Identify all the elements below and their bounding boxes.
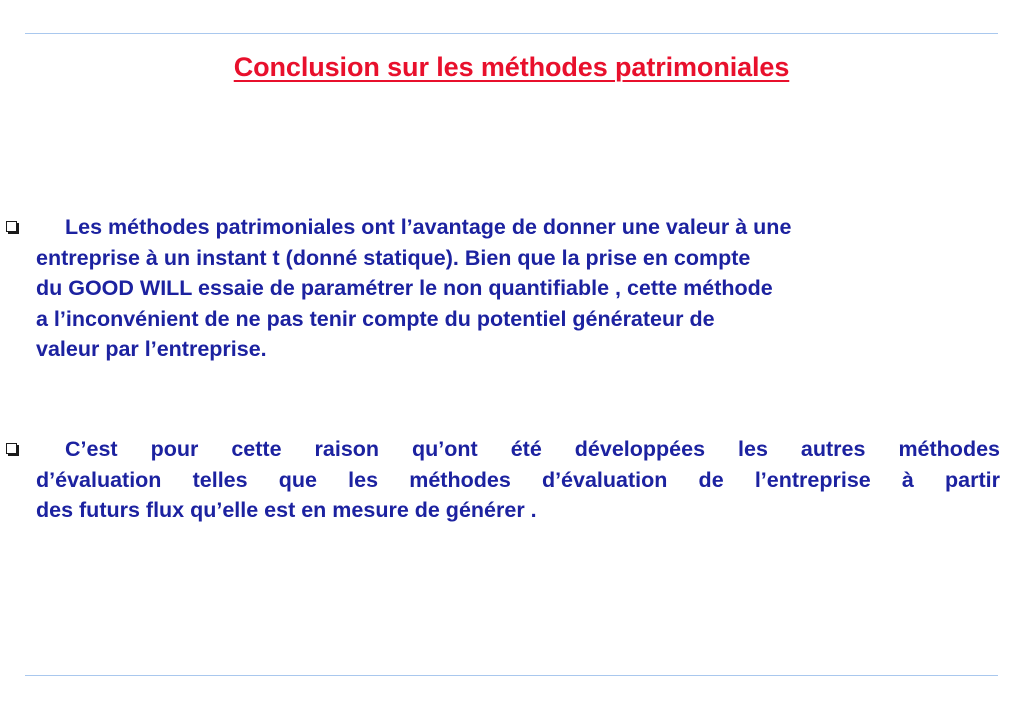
- bullet-1-line-2: entreprise à un instant t (donné statique). Bien que la prise en compte: [36, 245, 751, 270]
- top-divider: [25, 33, 998, 34]
- bullet-text-2: [36, 434, 1000, 526]
- bullet-text-1: [36, 212, 1000, 365]
- bullet-1-line-4: a l’inconvénient de ne pas tenir compte du potentiel générateur de: [36, 306, 715, 331]
- bullet-2-line-3: des futurs flux qu’elle est en mesure de générer .: [36, 498, 537, 522]
- bullet-1-line-1: Les méthodes patrimoniales ont l’avantage de donner une valeur à une: [65, 215, 792, 239]
- bullet-2-line-1: C’est pour cette raison qu’ont été développées les autres méthodes: [65, 437, 1000, 461]
- bullet-1-line-3: du GOOD WILL essaie de paramétrer le non quantifiable , cette méthode: [36, 276, 773, 300]
- square-bullet-icon: [6, 443, 17, 454]
- bullet-2-line-2: d’évaluation telles que les méthodes d’évaluation de l’entreprise à partir: [36, 467, 1000, 492]
- slide-title: Conclusion sur les méthodes patrimoniales: [233, 52, 790, 82]
- square-bullet-icon: [6, 221, 17, 232]
- bottom-divider: [25, 675, 998, 676]
- bullet-1-line-5: valeur par l’entreprise.: [36, 337, 267, 361]
